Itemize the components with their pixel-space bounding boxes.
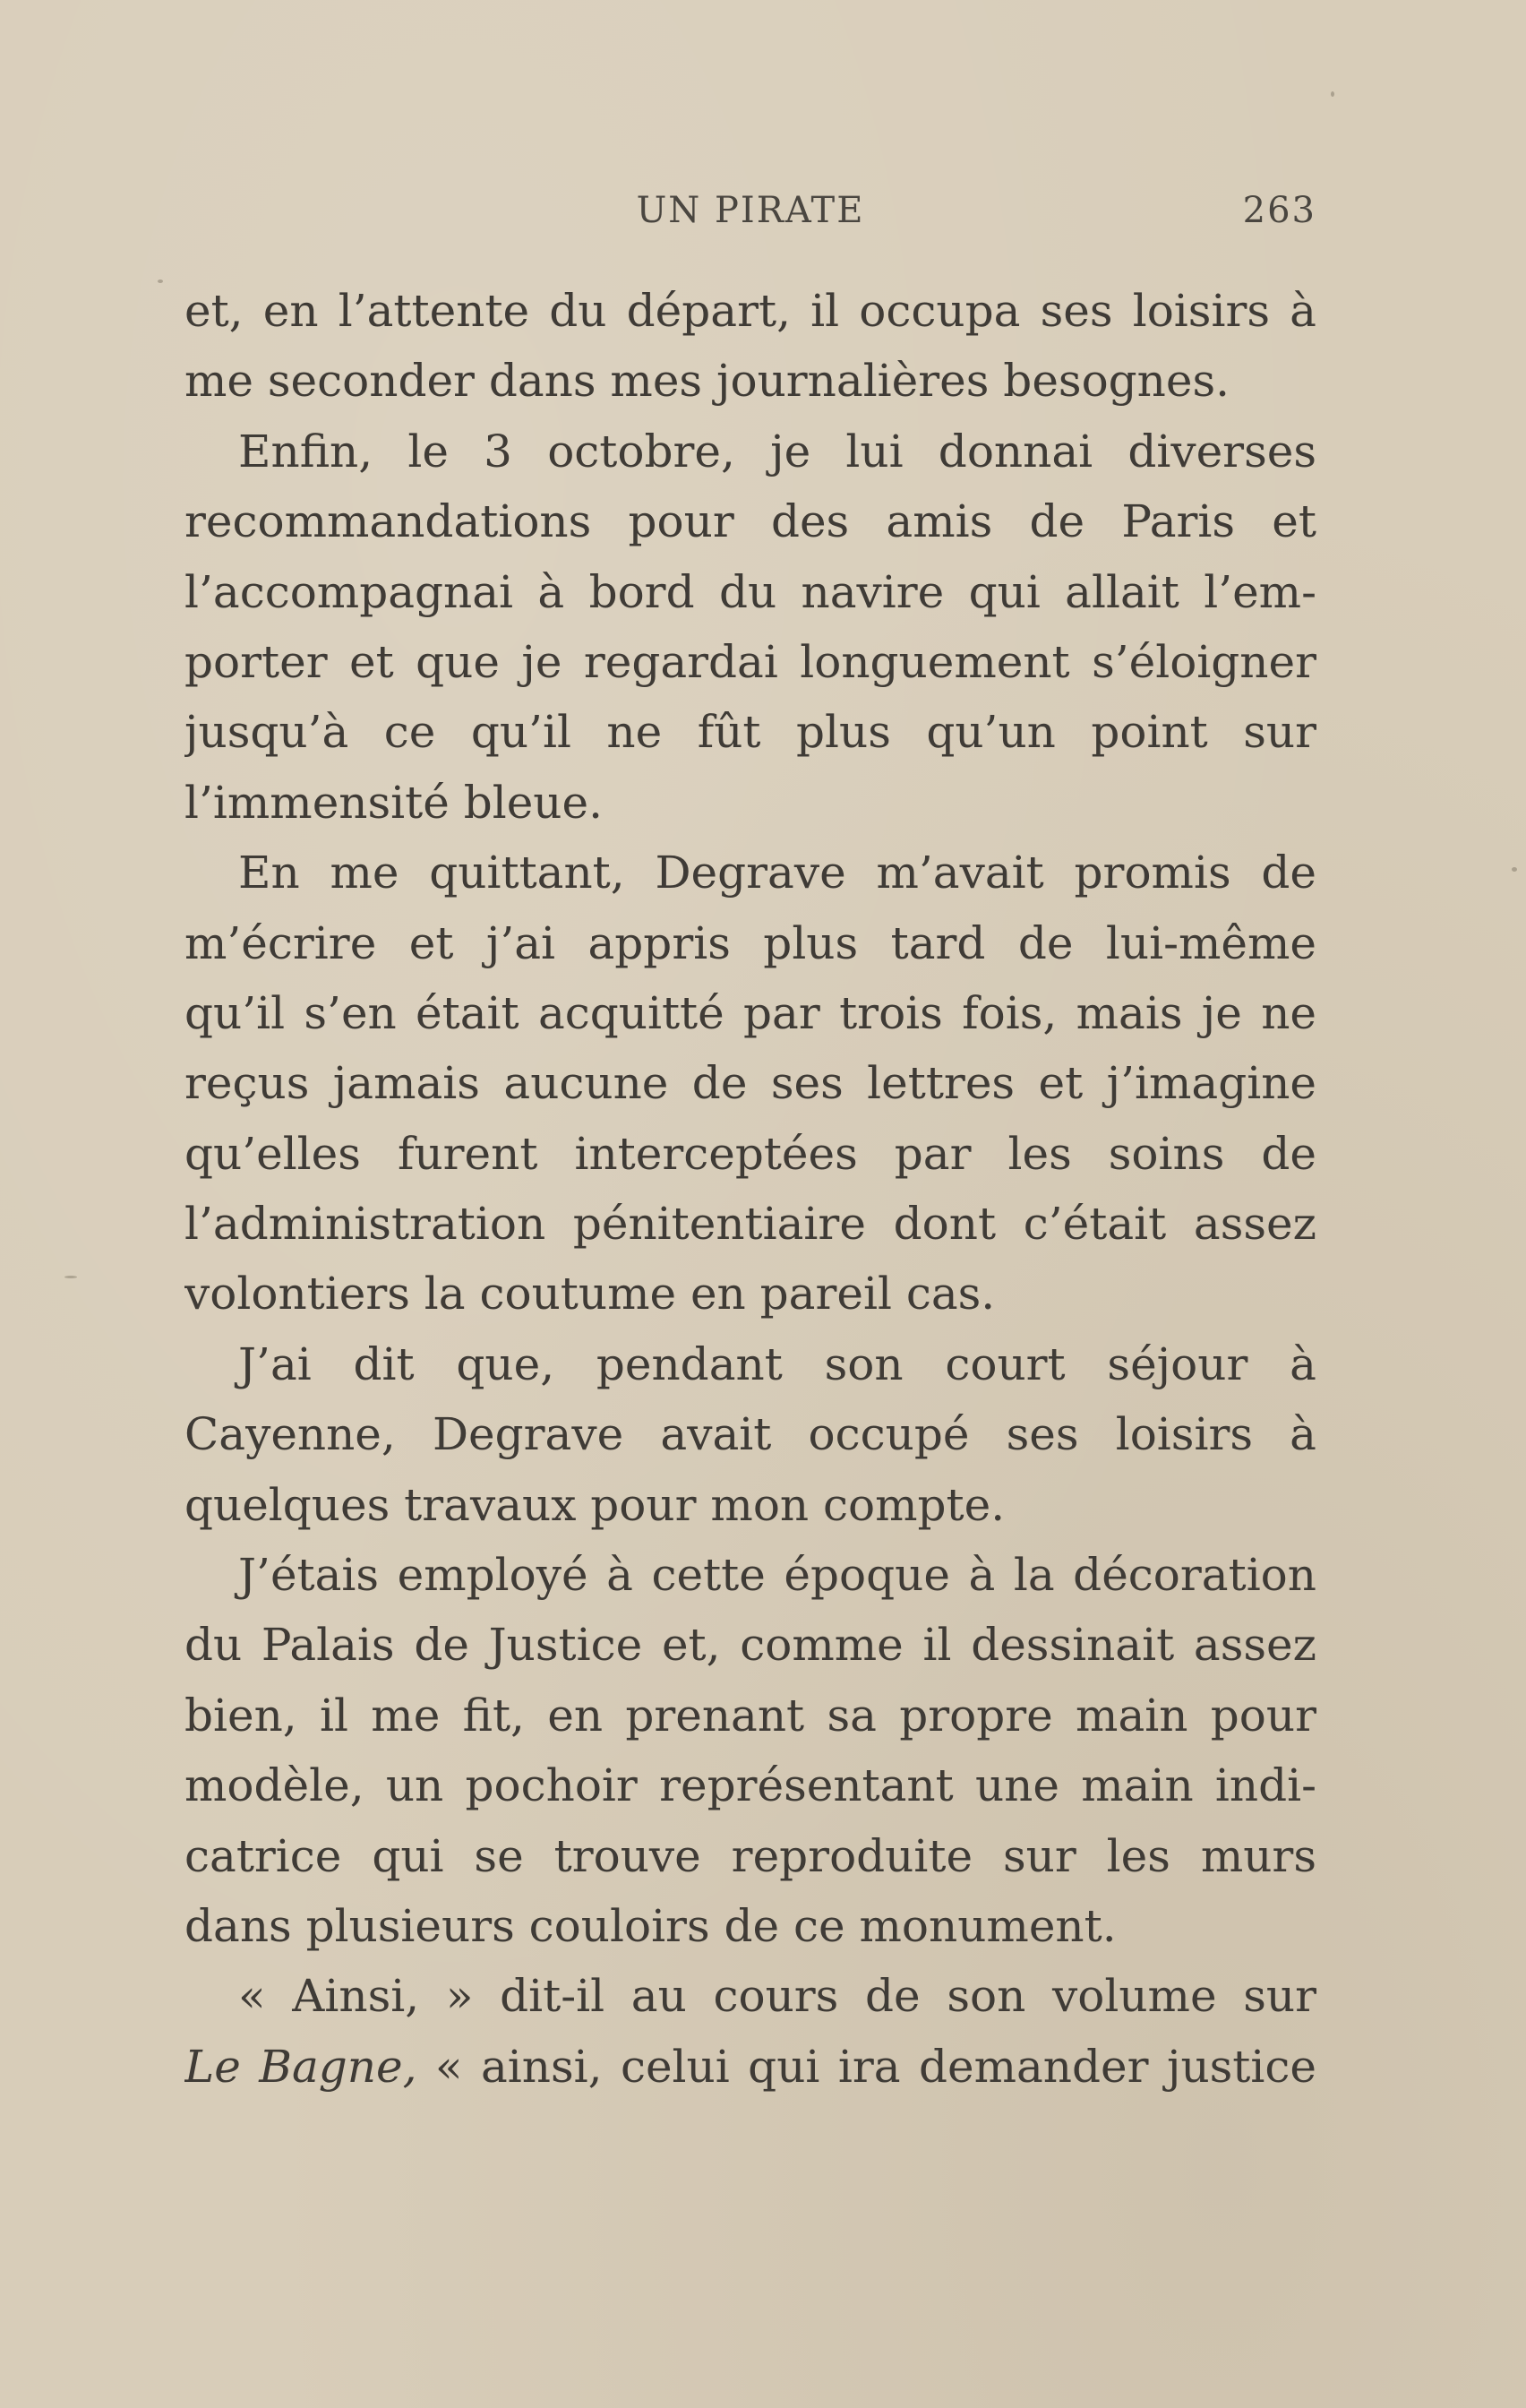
text-line: dans plusieurs couloirs de ce monument. [184,1899,1117,1952]
paper-speck [1512,867,1517,872]
paper-speck [158,280,163,283]
text-line: jusqu’à ce qu’il ne fût plus qu’un point sur [184,706,1316,759]
paper-speck [64,1276,77,1278]
text-line: En me quittant, Degrave m’avait promis de [238,847,1316,899]
text-line-rest: « ainsi, celui qui ira demander justice [416,2040,1316,2093]
text-line: J’ai dit que, pendant son court séjour à [238,1337,1316,1390]
text-line: qu’il s’en était acquitté par trois fois, mais je ne [184,986,1316,1039]
body-text [184,276,1316,2102]
text-line: volontiers la coutume en pareil cas. [184,1268,996,1320]
text-line: m’écrire et j’ai appris plus tard de lui-même [184,916,1316,969]
text-line: du Palais de Justice et, comme il dessinait assez [184,1619,1316,1672]
page-number: 263 [1242,190,1316,231]
running-head [184,190,1316,240]
text-line: Enfin, le 3 octobre, je lui donnai diverses [238,425,1316,477]
text-line: qu’elles furent interceptées par les soins de [184,1127,1316,1180]
paper-speck [1331,91,1334,97]
text-line: catrice qui se trouve reproduite sur les murs [184,1829,1316,1882]
text-line: reçus jamais aucune de ses lettres et j’imagine [184,1057,1316,1110]
text-line-last [184,2032,1316,2102]
text-line: Cayenne, Degrave avait occupé ses loisirs à [184,1408,1316,1461]
book-title-italic: Le Bagne, [184,2040,417,2093]
text-line: recommandations pour des amis de Paris et [184,495,1316,548]
text-line: me seconder dans mes journalières besognes. [184,355,1230,408]
running-title: UN PIRATE [636,190,865,231]
text-line: J’étais employé à cette époque à la décoration [238,1549,1316,1602]
text-line: quelques travaux pour mon compte. [184,1478,1006,1531]
text-line: « Ainsi, » dit-il au cours de son volume sur [238,1970,1316,2023]
text-line: bien, il me fit, en prenant sa propre main pour [184,1689,1316,1742]
text-line: et, en l’attente du départ, il occupa ses loisirs à [184,285,1316,337]
text-line: modèle, un pochoir représentant une main indi- [184,1759,1316,1812]
text-line: porter et que je regardai longuement s’éloigner [184,635,1316,688]
text-line: l’immensité bleue. [184,776,603,829]
text-line: l’accompagnai à bord du navire qui allait l’em- [184,565,1316,618]
text-line: l’administration pénitentiaire dont c’était assez [184,1198,1316,1251]
